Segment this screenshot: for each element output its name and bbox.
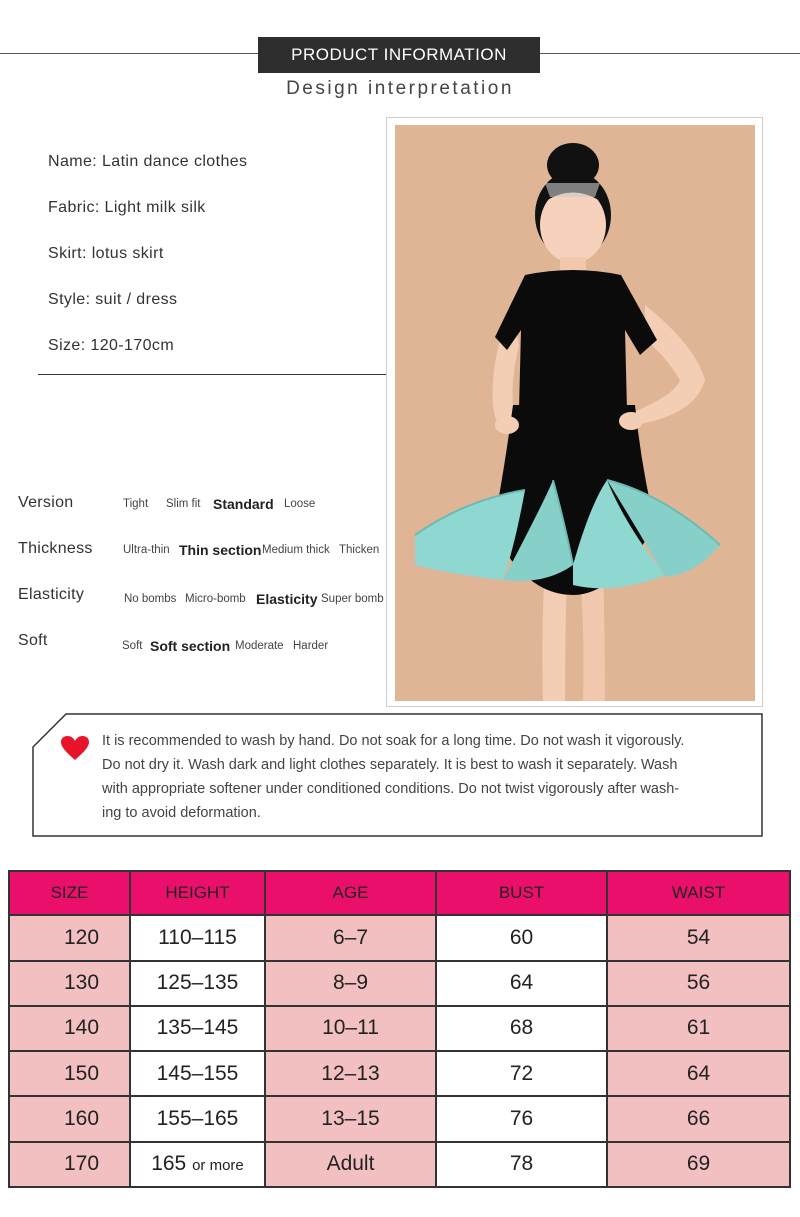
attr-thickness-option: Thicken	[339, 544, 380, 556]
info-divider	[38, 374, 393, 375]
cell-size: 170	[9, 1142, 130, 1187]
table-row	[9, 1142, 790, 1187]
attr-version-option: Slim fit	[166, 498, 201, 510]
cell-height-value: 165	[151, 1152, 187, 1176]
product-photo-frame	[386, 117, 763, 707]
cell-age: 12–13	[265, 1051, 436, 1096]
cell-height: 155–165	[130, 1096, 265, 1141]
attr-soft-option: Soft	[122, 640, 143, 652]
cell-age: 6–7	[265, 915, 436, 960]
attr-elasticity-option: No bombs	[124, 593, 177, 605]
cell-height: 135–145	[130, 1006, 265, 1051]
info-style: Style: suit / dress	[48, 291, 178, 308]
cell-size: 160	[9, 1096, 130, 1141]
section-title: PRODUCT INFORMATION	[258, 37, 540, 73]
attr-soft-option: Moderate	[235, 640, 284, 652]
info-fabric: Fabric: Light milk silk	[48, 199, 206, 216]
care-instructions-box	[32, 713, 763, 837]
attr-version-label: Version	[18, 494, 74, 511]
attr-thickness-option: Medium thick	[262, 544, 330, 556]
header-rule-right	[540, 53, 800, 54]
dancer-illustration	[395, 125, 755, 701]
cell-age: 8–9	[265, 961, 436, 1006]
info-name: Name: Latin dance clothes	[48, 153, 248, 170]
header-rule-left	[0, 53, 258, 54]
cell-waist: 54	[607, 915, 790, 960]
attr-elasticity-selected: Elasticity	[256, 591, 318, 607]
cell-size: 140	[9, 1006, 130, 1051]
info-skirt: Skirt: lotus skirt	[48, 245, 164, 262]
cell-age: Adult	[265, 1142, 436, 1187]
cell-waist: 69	[607, 1142, 790, 1187]
header-size: SIZE	[9, 871, 130, 915]
attr-elasticity-label: Elasticity	[18, 586, 85, 603]
header-bust: BUST	[436, 871, 607, 915]
size-chart-table	[8, 870, 791, 1188]
table-row	[9, 1096, 790, 1141]
info-size: Size: 120-170cm	[48, 337, 175, 354]
attr-version-option: Tight	[123, 498, 149, 510]
cell-bust: 60	[436, 915, 607, 960]
cell-waist: 64	[607, 1051, 790, 1096]
header-height: HEIGHT	[130, 871, 265, 915]
cell-height: 125–135	[130, 961, 265, 1006]
cell-height: 110–115	[130, 915, 265, 960]
cell-size: 150	[9, 1051, 130, 1096]
cell-bust: 68	[436, 1006, 607, 1051]
attr-elasticity-option: Micro-bomb	[185, 593, 246, 605]
table-row	[9, 1006, 790, 1051]
attr-soft-option: Harder	[293, 640, 329, 652]
care-line: It is recommended to wash by hand. Do not soak for a long time. Do not wash it vigorously.	[102, 733, 685, 749]
cell-height	[130, 1142, 265, 1187]
cell-waist: 56	[607, 961, 790, 1006]
table-row	[9, 915, 790, 960]
cell-waist: 61	[607, 1006, 790, 1051]
cell-age: 13–15	[265, 1096, 436, 1141]
header-waist: WAIST	[607, 871, 790, 915]
care-line: Do not dry it. Wash dark and light clothes separately. It is best to wash it separately. Wash	[102, 757, 678, 773]
attr-soft-selected: Soft section	[150, 638, 231, 654]
table-row	[9, 1051, 790, 1096]
cell-bust: 78	[436, 1142, 607, 1187]
attr-elasticity-option: Super bomb	[321, 593, 384, 605]
attr-version-selected: Standard	[213, 496, 274, 512]
cell-height-note: or more	[192, 1157, 244, 1175]
cell-bust: 76	[436, 1096, 607, 1141]
attr-version-option: Loose	[284, 498, 316, 510]
care-text	[102, 729, 752, 825]
cell-size: 130	[9, 961, 130, 1006]
attr-thickness-option: Ultra-thin	[123, 544, 170, 556]
cell-bust: 64	[436, 961, 607, 1006]
care-line: ing to avoid deformation.	[102, 805, 261, 821]
section-subtitle: Design interpretation	[286, 78, 514, 99]
cell-waist: 66	[607, 1096, 790, 1141]
header-age: AGE	[265, 871, 436, 915]
cell-size: 120	[9, 915, 130, 960]
attr-thickness-selected: Thin section	[179, 542, 262, 558]
table-row	[9, 961, 790, 1006]
table-header-row	[9, 871, 790, 915]
product-photo	[395, 125, 755, 701]
heart-icon	[60, 735, 90, 761]
care-line: with appropriate softener under conditioned conditions. Do not twist vigorously after wash-	[102, 781, 680, 797]
cell-bust: 72	[436, 1051, 607, 1096]
cell-age: 10–11	[265, 1006, 436, 1051]
cell-height: 145–155	[130, 1051, 265, 1096]
attr-thickness-label: Thickness	[18, 540, 93, 557]
attr-soft-label: Soft	[18, 632, 48, 649]
